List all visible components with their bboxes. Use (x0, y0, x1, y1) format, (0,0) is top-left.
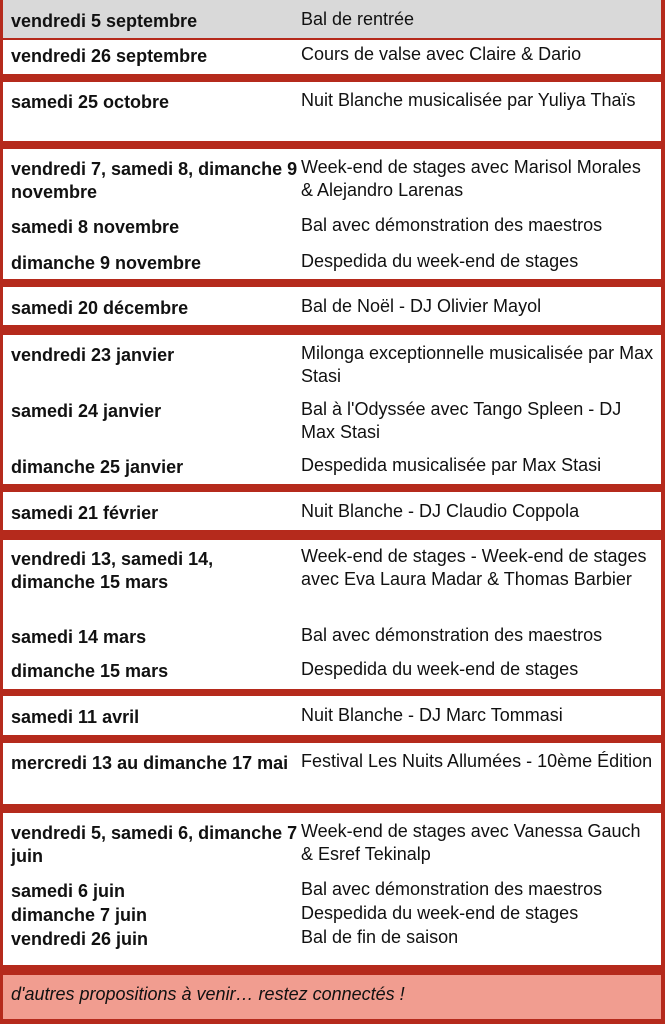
month-block-april (3, 696, 661, 735)
event-date: vendredi 7, samedi 8, dimanche 9 novembre (11, 159, 298, 202)
event-date: dimanche 25 janvier (11, 457, 184, 477)
event-title: Week-end de stages - Week-end de stages avec Eva Laura Madar & Thomas Barbier (301, 546, 647, 589)
event-title: Despedida musicalisée par Max Stasi (301, 455, 602, 475)
event-title: Week-end de stages avec Vanessa Gauch & Esref Tekinalp (301, 821, 641, 864)
event-date: vendredi 5, samedi 6, dimanche 7 juin (11, 823, 298, 866)
event-title: Bal de rentrée (301, 9, 415, 29)
event-date: samedi 25 octobre (11, 92, 170, 112)
footer-note (3, 975, 661, 1019)
event-date: vendredi 13, samedi 14, dimanche 15 mars (11, 549, 214, 592)
event-title: Nuit Blanche musicalisée par Yuliya Thaïs (301, 90, 636, 110)
month-block-january (3, 335, 661, 484)
month-block-december (3, 287, 661, 325)
event-title: Bal de Noël - DJ Olivier Mayol (301, 296, 542, 316)
event-title: Milonga exceptionnelle musicalisée par Max Stasi (301, 343, 654, 386)
month-block-october (3, 82, 661, 141)
event-date: samedi 6 juin (11, 881, 126, 901)
event-date: samedi 21 février (11, 503, 159, 523)
event-date: samedi 24 janvier (11, 401, 162, 421)
event-date: dimanche 9 novembre (11, 253, 202, 273)
event-date: samedi 11 avril (11, 707, 140, 727)
month-block-february (3, 492, 661, 530)
event-title: Bal avec démonstration des maestros (301, 879, 603, 899)
event-title: Despedida du week-end de stages (301, 659, 579, 679)
event-date: samedi 8 novembre (11, 217, 180, 237)
event-title: Bal avec démonstration des maestros (301, 215, 603, 235)
event-date: dimanche 7 juin (11, 905, 148, 925)
month-block-september (3, 0, 661, 77)
event-title: Cours de valse avec Claire & Dario (301, 44, 582, 64)
event-title: Festival Les Nuits Allumées - 10ème Édition (301, 751, 653, 771)
event-title: Despedida du week-end de stages (301, 903, 579, 923)
month-block-november (3, 149, 661, 279)
event-title: Nuit Blanche - DJ Marc Tommasi (301, 705, 563, 725)
event-title: Despedida du week-end de stages (301, 251, 579, 271)
event-date: vendredi 26 septembre (11, 46, 208, 66)
event-title: Bal avec démonstration des maestros (301, 625, 603, 645)
month-block-march (3, 540, 661, 689)
event-date: dimanche 15 mars (11, 661, 169, 681)
event-date: vendredi 23 janvier (11, 345, 175, 365)
event-title: Bal à l'Odyssée avec Tango Spleen - DJ Max Stasi (301, 399, 622, 442)
event-title: Nuit Blanche - DJ Claudio Coppola (301, 501, 580, 521)
event-date: mercredi 13 au dimanche 17 mai (11, 753, 289, 773)
event-date: samedi 20 décembre (11, 298, 189, 318)
event-date: vendredi 5 septembre (11, 11, 198, 31)
event-title: Week-end de stages avec Marisol Morales & Alejandro Larenas (301, 157, 641, 200)
month-block-june (3, 813, 661, 965)
month-block-may (3, 743, 661, 804)
event-date: vendredi 26 juin (11, 929, 149, 949)
footer-text: d'autres propositions à venir… restez connectés ! (11, 984, 405, 1004)
event-title: Bal de fin de saison (301, 927, 459, 947)
event-date: samedi 14 mars (11, 627, 147, 647)
